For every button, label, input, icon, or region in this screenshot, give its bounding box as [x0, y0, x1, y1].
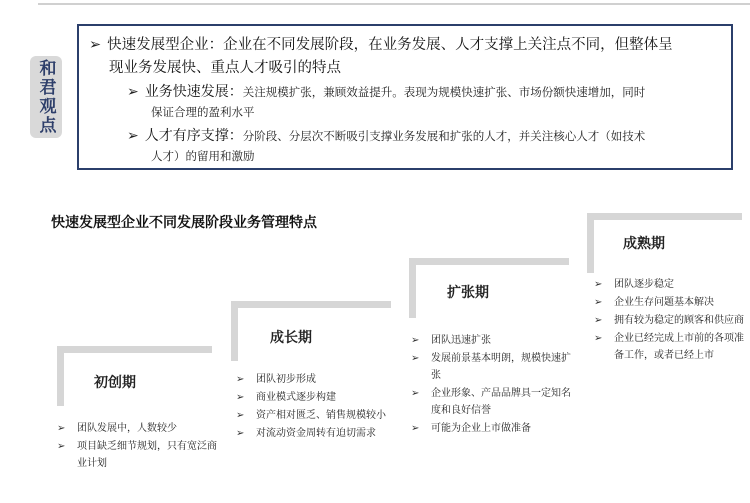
arrow-bullet-icon: ➢ [57, 441, 66, 452]
list-item: ➢ 拥有较为稳定的顾客和供应商 [594, 312, 744, 329]
arrow-bullet-icon: ➢ [411, 335, 420, 346]
list-item: ➢ 项目缺乏细节规划，只有宽泛商业计划 [57, 438, 217, 472]
arrow-bullet-icon: ➢ [594, 279, 603, 290]
arrow-bullet-icon: ➢ [594, 315, 603, 326]
stage-1-side [57, 346, 64, 406]
arrow-bullet-icon: ➢ [57, 423, 66, 434]
viewpoint-tag-label: 和君观点 [35, 59, 56, 135]
arrow-bullet-icon: ➢ [411, 423, 420, 434]
arrow-bullet-icon: ➢ [594, 297, 603, 308]
summary-sub-2: ➢ 人才有序支撑：分阶段、分层次不断吸引支撑业务发展和扩张的人才，并关注核心人才（如技术 [127, 128, 646, 144]
summary-sub-1-cont: 保证合理的盈利水平 [151, 105, 255, 119]
stage-1-bar [57, 346, 212, 353]
list-item: ➢ 对流动资金周转有迫切需求 [236, 425, 406, 442]
stage-4-list [594, 276, 744, 365]
list-item: ➢ 团队发展中，人数较少 [57, 420, 217, 437]
summary-sub-1: ➢ 业务快速发展：关注规模扩张，兼顾效益提升。表现为规模快速扩张、市场份额快速增加，同时 [127, 84, 646, 100]
list-item: ➢ 团队迅速扩张 [411, 332, 571, 349]
summary-line-2: 现业务发展快、重点人才吸引的特点 [109, 60, 341, 76]
stage-2-side [231, 301, 238, 361]
list-item: ➢ 企业形象、产品品牌具一定知名度和良好信誉 [411, 385, 571, 419]
arrow-bullet-icon: ➢ [127, 84, 139, 100]
list-item: ➢ 发展前景基本明朗，规模快速扩张 [411, 350, 571, 384]
list-item: ➢ 商业模式逐步构建 [236, 389, 406, 406]
list-item: ➢ 企业已经完成上市前的各项准备工作，或者已经上市 [594, 330, 744, 364]
list-item: ➢ 企业生存问题基本解决 [594, 294, 744, 311]
arrow-bullet-icon: ➢ [89, 37, 102, 53]
summary-sub-2-cont: 人才）的留用和激励 [151, 149, 255, 163]
list-item: ➢ 团队逐步稳定 [594, 276, 744, 293]
arrow-bullet-icon: ➢ [594, 333, 603, 344]
stage-2-title: 成长期 [270, 330, 312, 346]
stage-3-side [409, 258, 416, 318]
top-divider [38, 3, 750, 5]
arrow-bullet-icon: ➢ [127, 128, 139, 144]
viewpoint-tag [30, 56, 62, 138]
stage-1-title: 初创期 [94, 375, 136, 391]
arrow-bullet-icon: ➢ [411, 388, 420, 399]
stage-4-bar [587, 213, 742, 220]
stage-4-title: 成熟期 [623, 236, 665, 252]
arrow-bullet-icon: ➢ [236, 374, 245, 385]
list-item: ➢ 团队初步形成 [236, 371, 406, 388]
stage-2-list [236, 371, 406, 443]
stage-3-title: 扩张期 [447, 285, 489, 301]
stage-3-bar [409, 258, 569, 265]
arrow-bullet-icon: ➢ [411, 353, 420, 364]
stage-3-list [411, 332, 571, 438]
summary-box [77, 24, 733, 170]
arrow-bullet-icon: ➢ [236, 392, 245, 403]
stage-4-side [587, 213, 594, 273]
list-item: ➢ 可能为企业上市做准备 [411, 420, 571, 437]
arrow-bullet-icon: ➢ [236, 410, 245, 421]
section-title: 快速发展型企业不同发展阶段业务管理特点 [51, 215, 317, 231]
arrow-bullet-icon: ➢ [236, 428, 245, 439]
stage-1-list [57, 420, 217, 473]
list-item: ➢ 资产相对匮乏、销售规模较小 [236, 407, 406, 424]
stage-2-bar [231, 301, 391, 308]
summary-line-1: ➢ 快速发展型企业：企业在不同发展阶段，在业务发展、人才支撑上关注点不同，但整体呈 [89, 37, 673, 53]
